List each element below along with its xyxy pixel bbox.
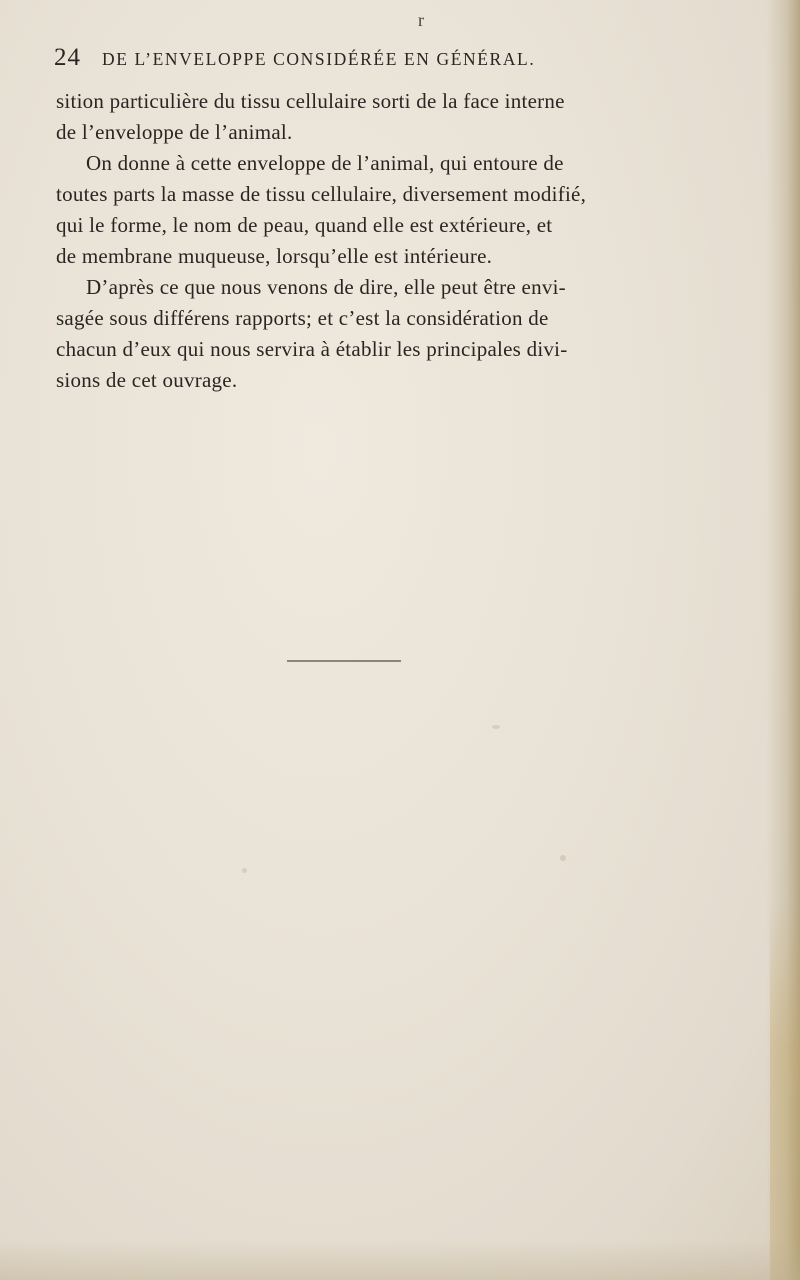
text-line: toutes parts la masse de tissu cellulaire, diversement modifié, [56, 182, 587, 206]
text-line: chacun d’eux qui nous servira à établir les principales divi- [56, 337, 568, 361]
text-line: de l’enveloppe de l’animal. [56, 120, 293, 144]
end-rule [287, 660, 401, 662]
ink-spot [492, 725, 500, 729]
text-line: sition particulière du tissu cellulaire sorti de la face interne [56, 89, 565, 113]
page-number: 24 [54, 44, 81, 71]
paragraph-2 [56, 148, 760, 272]
text-line: sions de cet ouvrage. [56, 368, 238, 392]
text-line: D’après ce que nous venons de dire, elle peut être envi- [86, 275, 566, 299]
text-line: sagée sous différens rapports; et c’est la considération de [56, 306, 549, 330]
page-header [54, 10, 694, 84]
paragraph-1 [56, 86, 760, 148]
text-line: de membrane muqueuse, lorsqu’elle est intérieure. [56, 244, 493, 268]
body-text [56, 86, 760, 396]
text-line: On donne à cette enveloppe de l’animal, qui entoure de [86, 151, 564, 175]
running-head: DE L’ENVELOPPE CONSIDÉRÉE EN GÉNÉRAL. [102, 49, 536, 69]
page-bottom-shade [0, 1240, 800, 1280]
ink-spot [242, 868, 247, 873]
text-line: qui le forme, le nom de peau, quand elle est extérieure, et [56, 213, 553, 237]
paragraph-3 [56, 272, 760, 396]
page-edge-stain [770, 900, 800, 1280]
ink-spot [560, 855, 566, 861]
top-mark: r [418, 10, 424, 30]
